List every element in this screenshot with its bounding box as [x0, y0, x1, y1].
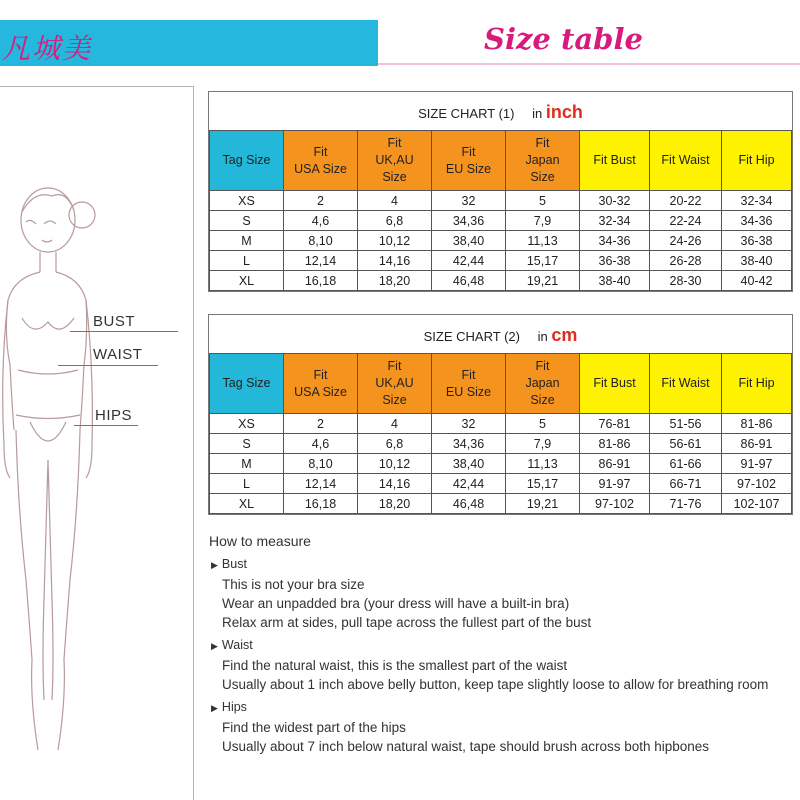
table-cell: 6,8: [358, 434, 432, 454]
table-cell: 8,10: [284, 454, 358, 474]
table-row: [210, 231, 792, 251]
triangle-bullet-icon: ▶: [211, 560, 218, 570]
how-to-measure: [209, 533, 800, 756]
size-chart-cm: [208, 314, 793, 515]
measure-line: Wear an unpadded bra (your dress will have a built-in bra): [222, 596, 570, 611]
bust-leader-line: [70, 331, 178, 332]
table-cell: L: [210, 474, 284, 494]
table-cell: 12,14: [284, 251, 358, 271]
measure-line: Find the widest part of the hips: [222, 720, 406, 735]
col-header-fit-bust: Fit Bust: [580, 354, 650, 414]
table-cell: 15,17: [506, 251, 580, 271]
table-cell: 4: [358, 414, 432, 434]
col-header-japan-size: Fit Japan Size: [506, 354, 580, 414]
table-cell: 5: [506, 191, 580, 211]
measure-line: Usually about 7 inch below natural waist, tape should brush across both hipbones: [222, 739, 710, 754]
table-cell: 4,6: [284, 434, 358, 454]
table-row: [210, 454, 792, 474]
table-cell: 81-86: [722, 414, 792, 434]
measure-section-bust: [211, 555, 800, 575]
table-row: [210, 191, 792, 211]
table-cell: 61-66: [650, 454, 722, 474]
measure-line: Usually about 1 inch above belly button, keep tape slightly loose to allow for breathing room: [222, 677, 769, 692]
table-row: [210, 434, 792, 454]
measure-section-label: Hips: [221, 700, 247, 714]
table-row: [210, 211, 792, 231]
table-cell: 28-30: [650, 271, 722, 291]
table-header-row: [210, 354, 792, 414]
table-row: [210, 494, 792, 514]
table-cell: 10,12: [358, 454, 432, 474]
table-cell: 32: [432, 414, 506, 434]
bust-label: BUST: [93, 313, 136, 330]
chart-title: [209, 315, 792, 353]
col-header-fit-bust: Fit Bust: [580, 131, 650, 191]
table-row: [210, 414, 792, 434]
chart-unit: inch: [545, 102, 583, 122]
table-cell: 34,36: [432, 211, 506, 231]
chart-title-text: SIZE CHART (2): [423, 329, 520, 344]
table-cell: L: [210, 251, 284, 271]
table-cell: 46,48: [432, 271, 506, 291]
table-cell: 102-107: [722, 494, 792, 514]
table-cell: 40-42: [722, 271, 792, 291]
table-cell: 11,13: [506, 454, 580, 474]
waist-label: WAIST: [93, 346, 143, 363]
hips-label: HIPS: [95, 407, 133, 424]
size-table: [209, 353, 792, 514]
measure-heading: How to measure: [209, 533, 311, 549]
table-cell: 14,16: [358, 474, 432, 494]
table-cell: 7,9: [506, 211, 580, 231]
table-cell: 2: [284, 414, 358, 434]
table-cell: 97-102: [580, 494, 650, 514]
table-cell: 42,44: [432, 474, 506, 494]
table-cell: 97-102: [722, 474, 792, 494]
waist-leader-line: [58, 365, 158, 366]
col-header-uk-size: Fit UK,AU Size: [358, 131, 432, 191]
table-cell: S: [210, 434, 284, 454]
measure-line: Find the natural waist, this is the smallest part of the waist: [222, 658, 568, 673]
col-header-usa-size: Fit USA Size: [284, 131, 358, 191]
table-body: [210, 191, 792, 291]
table-body: [210, 414, 792, 514]
body-figure: [0, 160, 193, 800]
col-header-tag-size: Tag Size: [210, 131, 284, 191]
table-row: [210, 474, 792, 494]
table-cell: 15,17: [506, 474, 580, 494]
table-cell: XL: [210, 494, 284, 514]
table-cell: 71-76: [650, 494, 722, 514]
table-cell: 38-40: [580, 271, 650, 291]
table-cell: 38,40: [432, 231, 506, 251]
table-cell: XS: [210, 414, 284, 434]
table-cell: 38-40: [722, 251, 792, 271]
table-cell: 11,13: [506, 231, 580, 251]
table-cell: XL: [210, 271, 284, 291]
triangle-bullet-icon: ▶: [211, 703, 218, 713]
chart-unit-prefix: in: [532, 106, 543, 121]
column-divider: [193, 86, 194, 800]
col-header-japan-size: Fit Japan Size: [506, 131, 580, 191]
measure-line: This is not your bra size: [222, 577, 365, 592]
size-table: [209, 130, 792, 291]
table-cell: 19,21: [506, 271, 580, 291]
page-title: Size table: [484, 22, 643, 56]
table-cell: 66-71: [650, 474, 722, 494]
chart-unit: cm: [551, 325, 578, 345]
table-cell: 34-36: [580, 231, 650, 251]
figure-top-border: [0, 86, 193, 87]
table-cell: 32-34: [722, 191, 792, 211]
triangle-bullet-icon: ▶: [211, 641, 218, 651]
table-cell: 38,40: [432, 454, 506, 474]
table-cell: 32-34: [580, 211, 650, 231]
table-cell: 91-97: [722, 454, 792, 474]
table-cell: 24-26: [650, 231, 722, 251]
table-cell: 22-24: [650, 211, 722, 231]
table-cell: 18,20: [358, 494, 432, 514]
size-chart-inch: [208, 91, 793, 292]
table-cell: M: [210, 231, 284, 251]
table-cell: 8,10: [284, 231, 358, 251]
body-outline-illustration: [0, 160, 193, 800]
table-cell: 91-97: [580, 474, 650, 494]
col-header-fit-waist: Fit Waist: [650, 354, 722, 414]
table-cell: S: [210, 211, 284, 231]
table-cell: 36-38: [722, 231, 792, 251]
table-cell: 14,16: [358, 251, 432, 271]
col-header-fit-hip: Fit Hip: [722, 131, 792, 191]
col-header-fit-waist: Fit Waist: [650, 131, 722, 191]
col-header-usa-size: Fit USA Size: [284, 354, 358, 414]
table-header-row: [210, 131, 792, 191]
measure-section-hips: [211, 698, 800, 718]
hips-leader-line: [74, 425, 138, 426]
table-cell: 10,12: [358, 231, 432, 251]
table-row: [210, 271, 792, 291]
measure-section-waist: [211, 636, 800, 656]
table-cell: 4: [358, 191, 432, 211]
table-cell: 34,36: [432, 434, 506, 454]
table-cell: 86-91: [722, 434, 792, 454]
table-cell: 26-28: [650, 251, 722, 271]
table-cell: 51-56: [650, 414, 722, 434]
table-cell: 34-36: [722, 211, 792, 231]
table-cell: 86-91: [580, 454, 650, 474]
table-cell: 20-22: [650, 191, 722, 211]
chart-title: [209, 92, 792, 130]
brand-logo: 凡城美: [2, 32, 93, 65]
col-header-eu-size: Fit EU Size: [432, 354, 506, 414]
header-divider: [378, 63, 800, 65]
measure-section-label: Waist: [221, 638, 253, 652]
table-cell: 30-32: [580, 191, 650, 211]
col-header-fit-hip: Fit Hip: [722, 354, 792, 414]
chart-title-text: SIZE CHART (1): [418, 106, 515, 121]
table-cell: 6,8: [358, 211, 432, 231]
page-header: [0, 0, 800, 88]
table-cell: 42,44: [432, 251, 506, 271]
col-header-tag-size: Tag Size: [210, 354, 284, 414]
table-cell: 2: [284, 191, 358, 211]
table-cell: 56-61: [650, 434, 722, 454]
table-cell: 32: [432, 191, 506, 211]
col-header-eu-size: Fit EU Size: [432, 131, 506, 191]
table-cell: 16,18: [284, 271, 358, 291]
table-cell: XS: [210, 191, 284, 211]
table-row: [210, 251, 792, 271]
table-cell: 5: [506, 414, 580, 434]
table-cell: 36-38: [580, 251, 650, 271]
table-cell: 16,18: [284, 494, 358, 514]
table-cell: M: [210, 454, 284, 474]
table-cell: 4,6: [284, 211, 358, 231]
table-cell: 46,48: [432, 494, 506, 514]
table-cell: 76-81: [580, 414, 650, 434]
table-cell: 7,9: [506, 434, 580, 454]
col-header-uk-size: Fit UK,AU Size: [358, 354, 432, 414]
table-cell: 81-86: [580, 434, 650, 454]
measure-line: Relax arm at sides, pull tape across the fullest part of the bust: [222, 615, 592, 630]
measure-section-label: Bust: [221, 557, 247, 571]
table-cell: 12,14: [284, 474, 358, 494]
chart-unit-prefix: in: [537, 329, 548, 344]
table-cell: 19,21: [506, 494, 580, 514]
table-cell: 18,20: [358, 271, 432, 291]
